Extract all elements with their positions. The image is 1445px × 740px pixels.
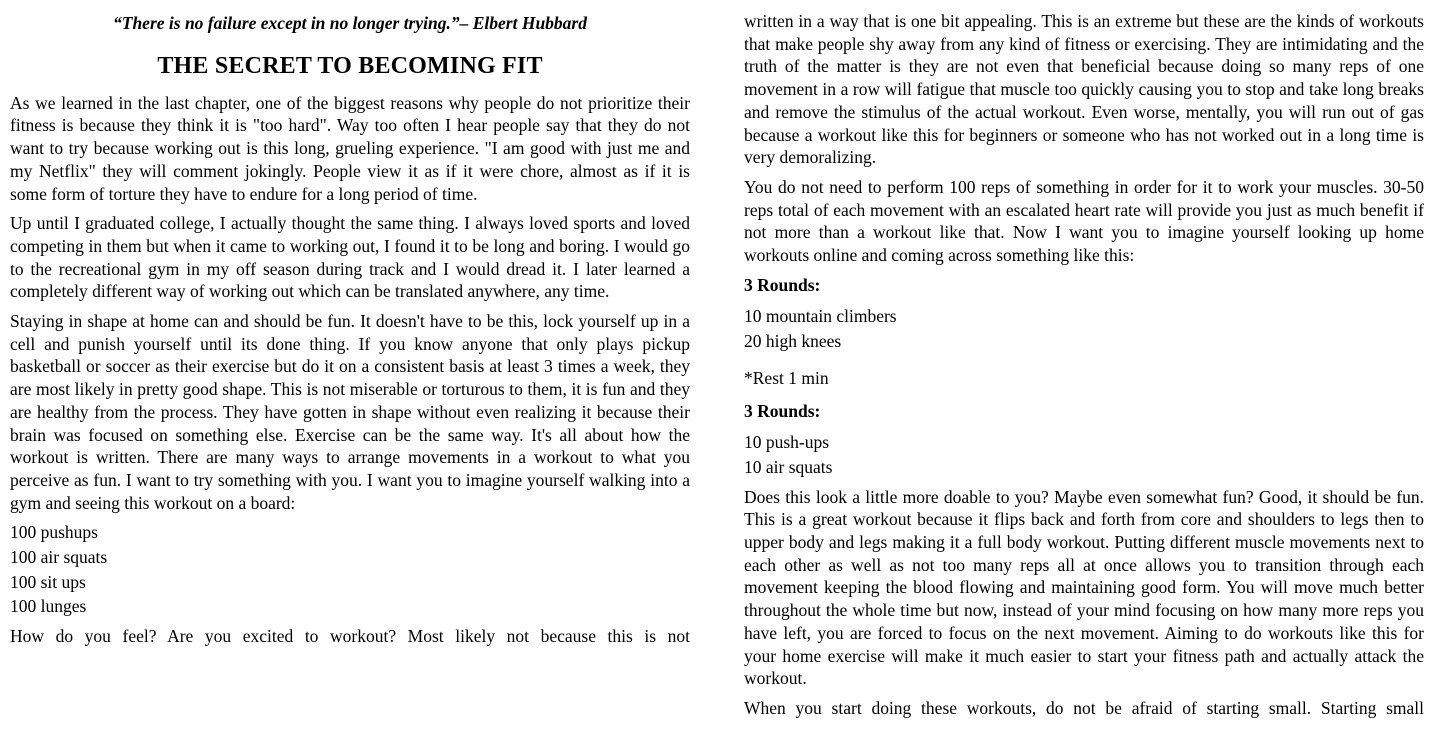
workout-item: 20 high knees bbox=[744, 331, 842, 352]
workout-board-item: 100 lunges bbox=[10, 596, 87, 617]
workout-board-item: 100 pushups bbox=[10, 522, 98, 543]
epigraph-quote: “There is no failure except in no longer trying.”– Elbert Hubbard bbox=[113, 13, 587, 33]
rounds-heading: 3 Rounds: bbox=[744, 400, 821, 421]
workout-item: 10 mountain climbers bbox=[744, 306, 897, 327]
workout-board-item: 100 sit ups bbox=[10, 571, 86, 592]
workout-board-list bbox=[10, 521, 690, 618]
body-paragraph: Does this look a little more doable to you? Maybe even somewhat fun? Good, it should be fun. This is a great workout because it flips back and forth from core and shoulders to legs then to upper body and legs making it a full body workout. Putting different muscle movements next to each other as well as not too many reps all at once allows you to transition through each movement keeping the blood flowing and maintaining good form. You will move much better throughout the whole time but now, instead of your mind focusing on how many more reps you have left, you are forced to focus on the next movement. Aiming to do workouts like this for your home exercise will make it much easier to start your fitness path and actually attack the workout. bbox=[744, 486, 1424, 689]
body-paragraph: You do not need to perform 100 reps of something in order for it to work your muscles. 30-50 reps total of each movement with an escalated heart rate will provide you just as much benefit if not more than a workout like that. Now I want you to imagine yourself looking up home workouts online and coming across something like this: bbox=[744, 176, 1424, 266]
chapter-title: THE SECRET TO BECOMING FIT bbox=[157, 52, 543, 79]
body-paragraph: As we learned in the last chapter, one of the biggest reasons why people do not prioritize their fitness is because they think it is "too hard". Way too often I hear people say that they do not want to try because working out is this long, grueling experience. "I am good with just me and my Netflix" they will comment jokingly. People view it as if it were chore, almost as if it is some form of torture they have to endure for a long period of time. bbox=[10, 92, 690, 204]
workout-item: 10 push-ups bbox=[744, 432, 830, 453]
body-paragraph: Staying in shape at home can and should be fun. It doesn't have to be this, lock yourself up in a cell and punish yourself until its done thing. If you know anyone that only plays pickup basketball or soccer as their exercise but do it on a consistent basis at least 3 times a week, they are most likely in pretty good shape. This is not miserable or torturous to them, it is fun and they are healthy from the process. They have gotten in shape without even realizing it because their brain was focused on something else. Exercise can be the same way. It's all about how the workout is written. There are many ways to arrange movements in a workout to what you perceive as fun. I want to try something with you. I want you to imagine yourself walking into a gym and seeing this workout on a board: bbox=[10, 311, 690, 513]
continuation-paragraph: When you start doing these workouts, do not be afraid of starting small. Starting small bbox=[744, 697, 1424, 718]
rest-note: *Rest 1 min bbox=[744, 367, 829, 388]
workout-board-item: 100 air squats bbox=[10, 547, 108, 568]
body-paragraph: written in a way that is one bit appealing. This is an extreme but these are the kinds of workouts that make people shy away from any kind of fitness or exercising. They are intimidating and the truth of the matter is they are not even that beneficial because doing so many reps of one movement in a row will fatigue that muscle too quickly causing you to stop and take long breaks and remove the stimulus of the actual workout. Even worse, mentally, you will run out of gas because a workout like this for beginners or someone who has not worked out in a long time is very demoralizing. bbox=[744, 11, 1424, 168]
rounds-heading: 3 Rounds: bbox=[744, 274, 821, 295]
continuation-paragraph: How do you feel? Are you excited to workout? Most likely not because this is not bbox=[10, 626, 690, 647]
workout-item: 10 air squats bbox=[744, 456, 833, 477]
body-paragraph: Up until I graduated college, I actually thought the same thing. I always loved sports and loved competing in them but when it came to working out, I found it to be long and boring. I would go to the recreational gym in my off season during track and I would dread it. I later learned a completely different way of working out which can be translated anywhere, any time. bbox=[10, 213, 690, 302]
right-column bbox=[744, 10, 1424, 740]
left-column bbox=[10, 10, 690, 740]
